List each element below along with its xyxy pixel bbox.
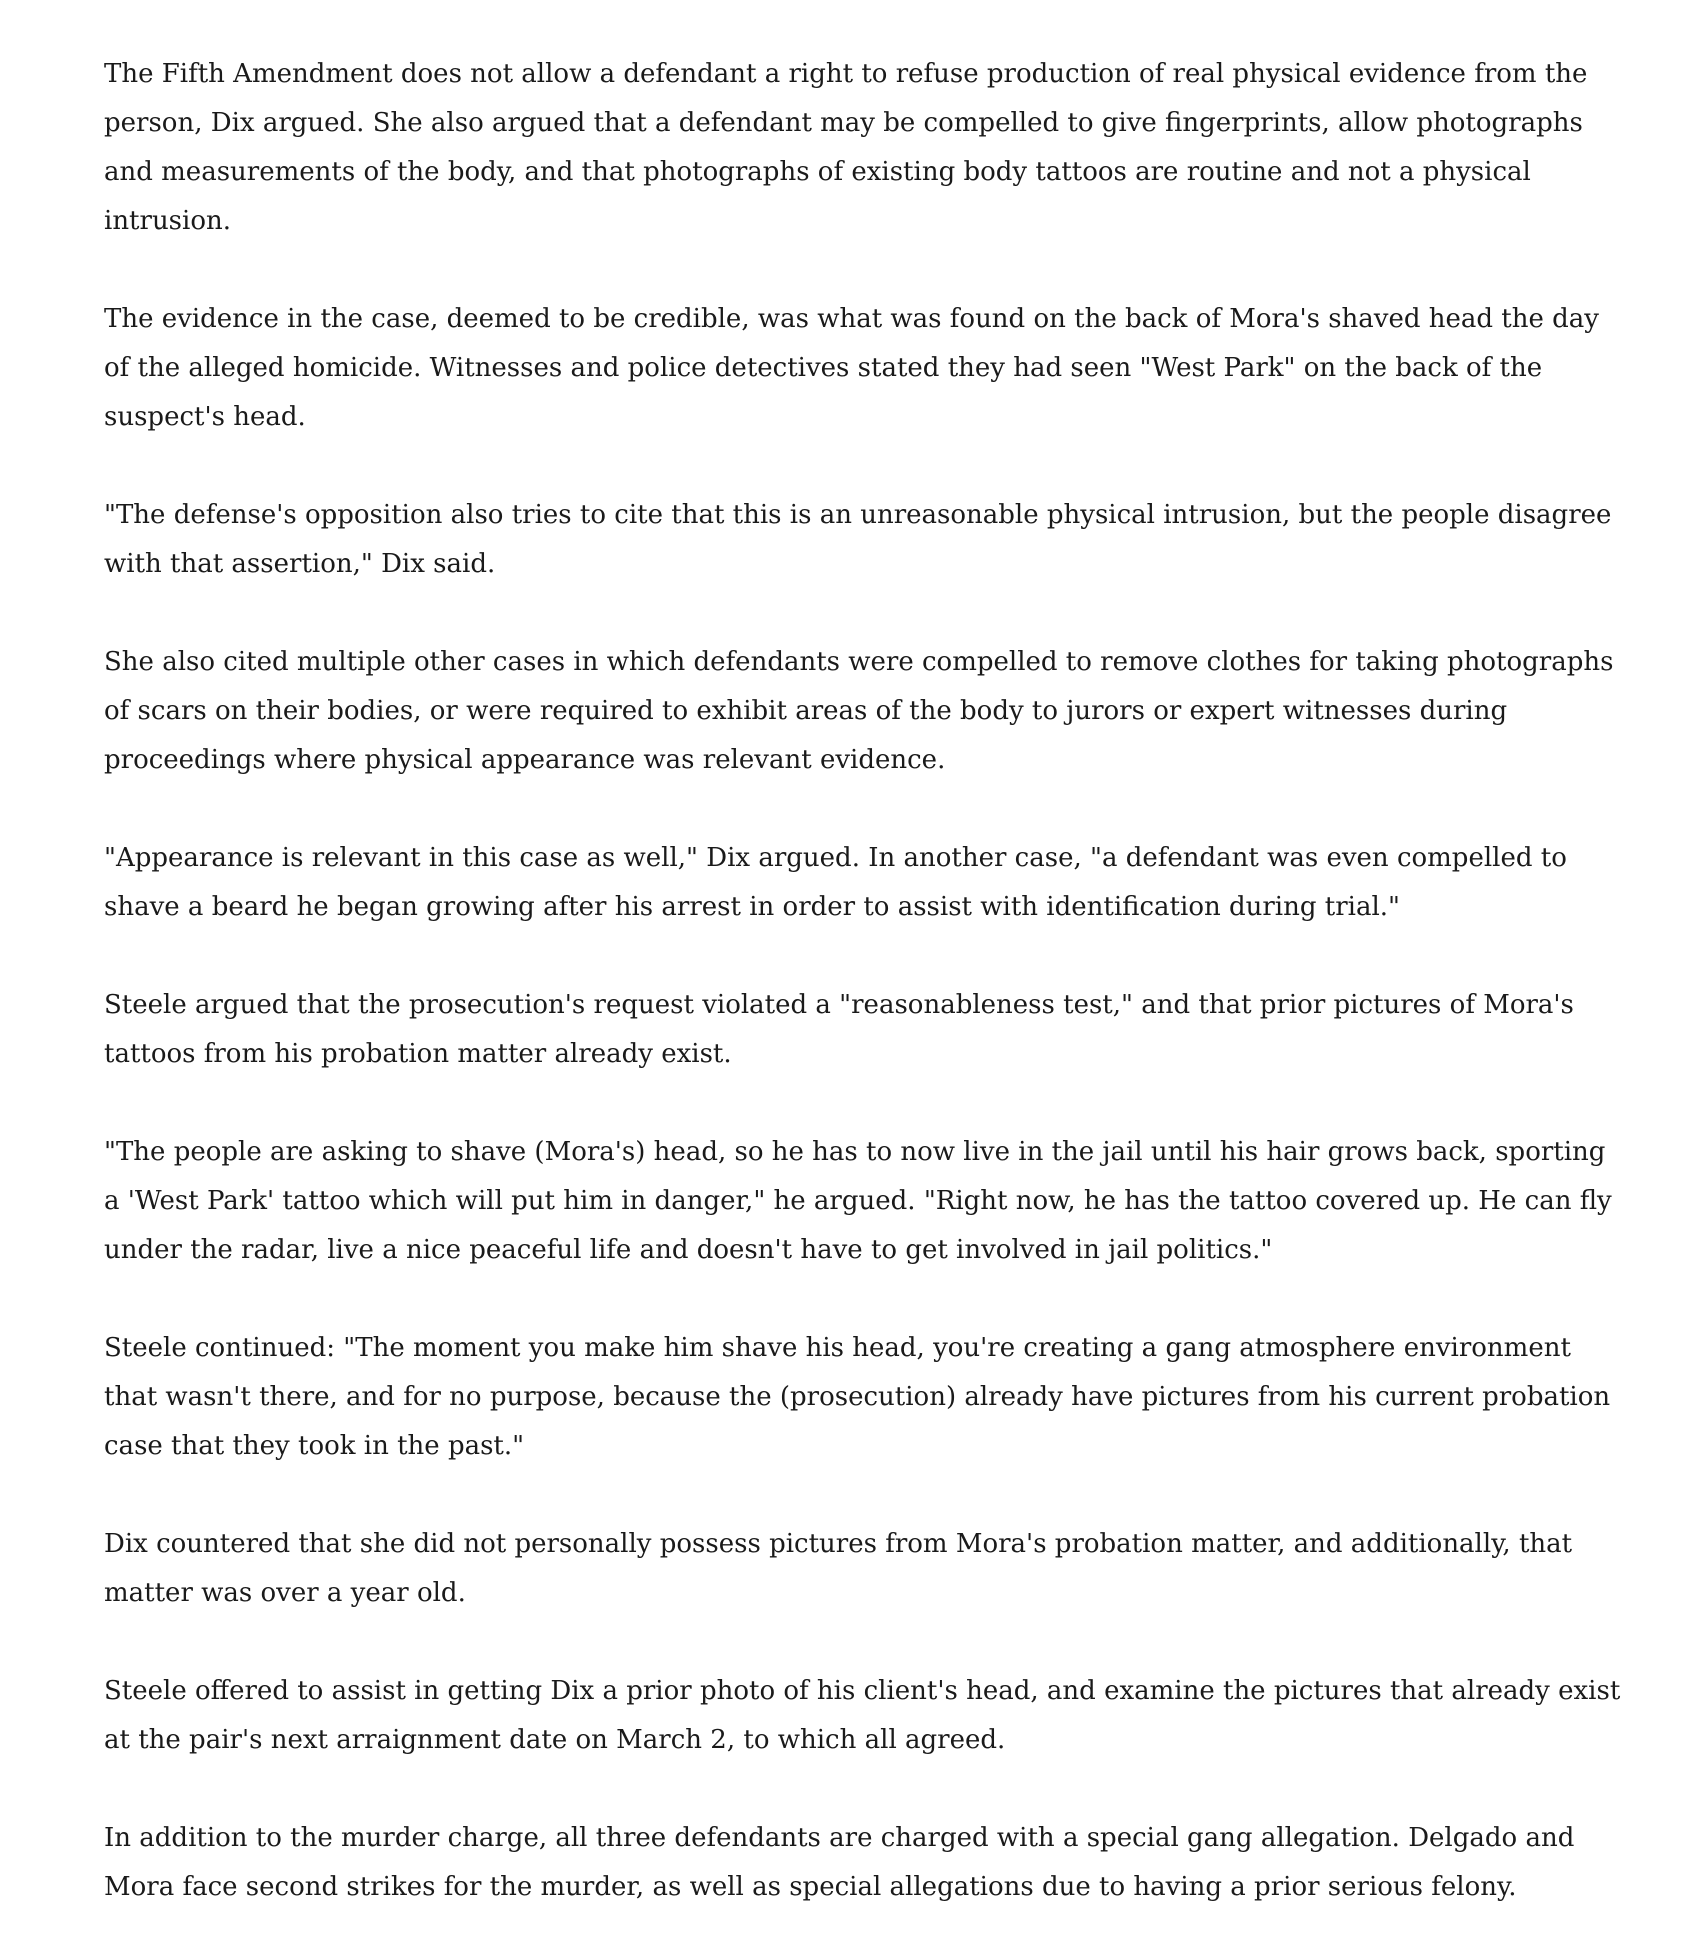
paragraph-dix-countered: Dix countered that she did not personally possess pictures from Mora's probation matter, and additionally, that matter was over a year old.	[104, 1529, 1573, 1608]
article-body	[104, 50, 1624, 1912]
paragraph-defense-opposition: "The defense's opposition also tries to cite that this is an unreasonable physical intrusion, but the people disagree with that assertion," Dix said.	[104, 500, 1612, 579]
paragraph-evidence: The evidence in the case, deemed to be credible, was what was found on the back of Mora's shaved head the day of the alleged homicide. Witnesses and police detectives stated they had seen "West Park" on the back of the suspect's head.	[104, 304, 1599, 432]
paragraph-appearance: "Appearance is relevant in this case as well," Dix argued. In another case, "a defendant was even compelled to shave a beard he began growing after his arrest in order to assist with identification during trial."	[104, 843, 1567, 922]
paragraph-steele-continued: Steele continued: "The moment you make him shave his head, you're creating a gang atmosphere environment that wasn't there, and for no purpose, because the (prosecution) already have pictures from his current probation case that they took in the past."	[104, 1333, 1611, 1461]
paragraph-charges: In addition to the murder charge, all three defendants are charged with a special gang allegation. Delgado and Mora face second strikes for the murder, as well as special allegations due to having a prior serious felony.	[104, 1823, 1575, 1902]
paragraph-steele-offered: Steele offered to assist in getting Dix a prior photo of his client's head, and examine the pictures that already exist at the pair's next arraignment date on March 2, to which all agreed.	[104, 1676, 1621, 1755]
paragraph-reasonableness-test: Steele argued that the prosecution's request violated a "reasonableness test," and that prior pictures of Mora's tattoos from his probation matter already exist.	[104, 990, 1574, 1069]
paragraph-other-cases: She also cited multiple other cases in which defendants were compelled to remove clothes for taking photographs of scars on their bodies, or were required to exhibit areas of the body to jurors or expert witnesses during proceedings where physical appearance was relevant evidence.	[104, 647, 1614, 775]
paragraph-fifth-amendment: The Fifth Amendment does not allow a defendant a right to refuse production of real physical evidence from the person, Dix argued. She also argued that a defendant may be compelled to give fingerprints, allow photographs and measurements of the body, and that photographs of existing body tattoos are routine and not a physical intrusion.	[104, 59, 1588, 236]
paragraph-shave-head: "The people are asking to shave (Mora's) head, so he has to now live in the jail until his hair grows back, sporting a 'West Park' tattoo which will put him in danger," he argued. "Right now, he has the tattoo covered up. He can fly under the radar, live a nice peaceful life and doesn't have to get involved in jail politics."	[104, 1137, 1612, 1265]
